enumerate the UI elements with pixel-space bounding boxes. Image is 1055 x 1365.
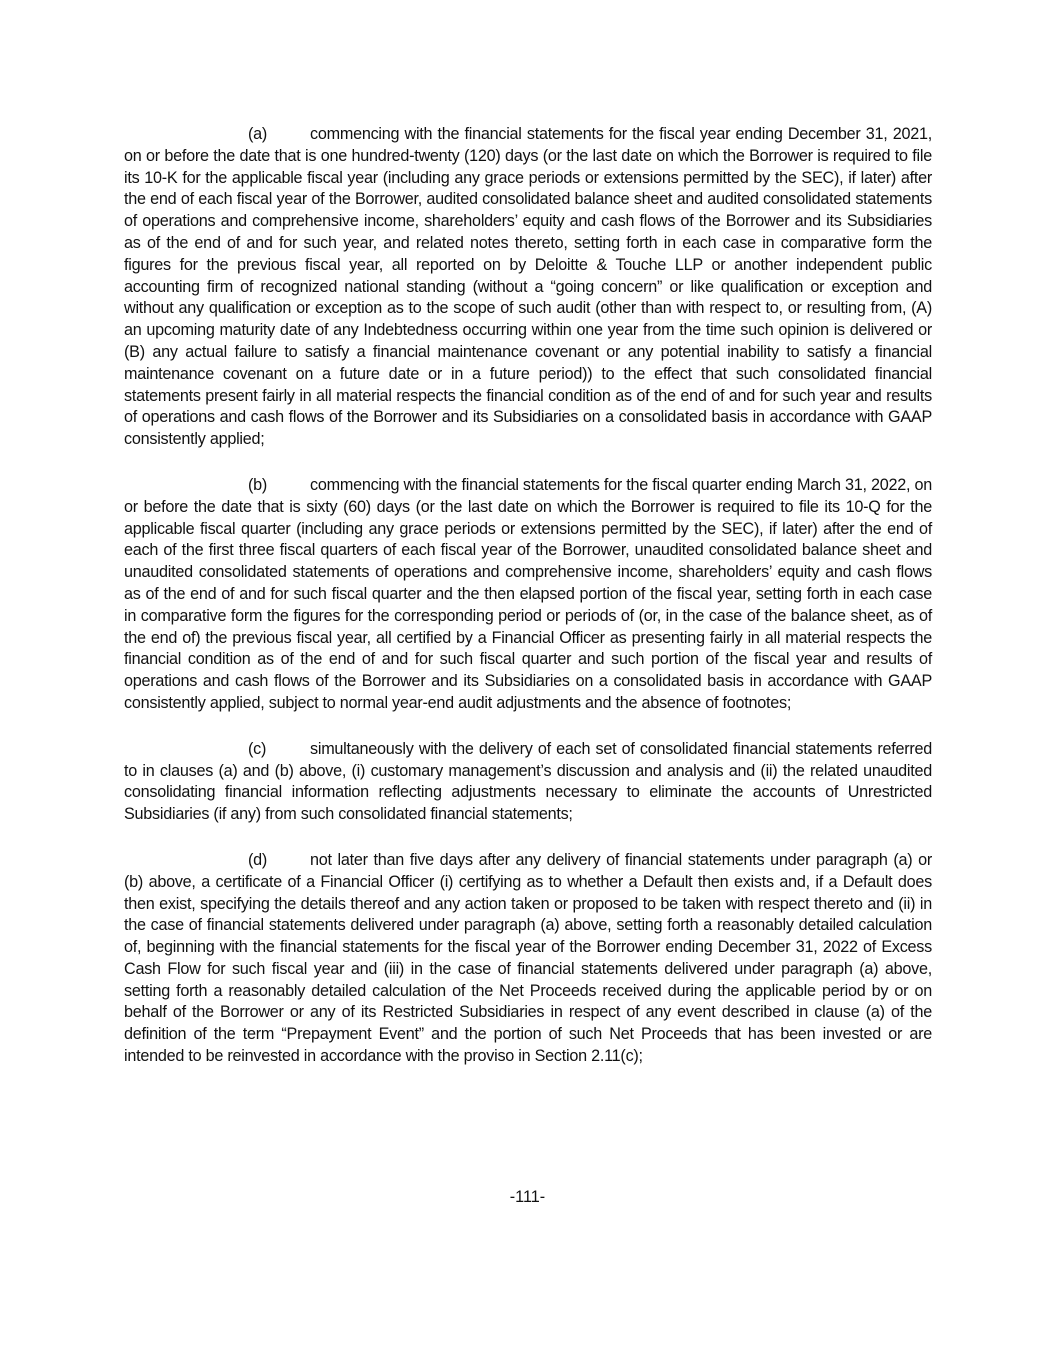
paragraph-label: (b): [248, 475, 268, 494]
document-body: [124, 124, 932, 1092]
paragraph-b: [124, 475, 932, 715]
paragraph-a: [124, 124, 932, 451]
paragraph-d: [124, 850, 932, 1068]
paragraph-text: not later than five days after any delivery of financial statements under paragraph (a) or (b) above, a certificate of a Financial Officer (i) certifying as to whether a Default then exists and, if a Default does then exist, specifying the details thereof and any action taken or proposed to be taken with respect thereto and (ii) in the case of financial statements delivered under paragraph (a) above, setting forth a reasonably detailed calculation of, beginning with the financial statements for the fiscal year of the Borrower ending December 31, 2022 of Excess Cash Flow for such fiscal year and (iii) in the case of financial statements delivered under paragraph (a) above, setting forth a reasonably detailed calculation of the Net Proceeds received during the applicable period by or on behalf of the Borrower or any of its Restricted Subsidiaries in respect of any event described in clause (a) of the definition of the term “Prepayment Event” and the portion of such Net Proceeds that has been invested or are intended to be reinvested in accordance with the proviso in Section 2.11(c);: [124, 850, 932, 1066]
paragraph-c: [124, 739, 932, 826]
paragraph-text: commencing with the financial statements for the fiscal year ending December 31, 2021, on or before the date that is one hundred-twenty (120) days (or the last date on which the Borrower is required to file its 10-K for the applicable fiscal year (including any grace periods or extensions permitted by the SEC), if later) after the end of each fiscal year of the Borrower, audited consolidated balance sheet and audited consolidated statements of operations and comprehensive income, shareholders’ equity and cash flows of the Borrower and its Subsidiaries as of the end of and for such year, and related notes thereto, setting forth in each case in comparative form the figures for the previous fiscal year, all reported on by Deloitte & Touche LLP or another independent public accounting firm of recognized national standing (without a “going concern” or like qualification or exception and without any qualification or exception as to the scope of such audit (other than with respect to, or resulting from, (A) an upcoming maturity date of any Indebtedness occurring within one year from the time such opinion is delivered or (B) any actual failure to satisfy a financial maintenance covenant or any potential inability to satisfy a financial maintenance covenant on a future date or in a future period)) to the effect that such consolidated financial statements present fairly in all material respects the financial condition as of the end of and for such year and results of operations and cash flows of the Borrower and its Subsidiaries on a consolidated basis in accordance with GAAP consistently applied;: [124, 125, 932, 449]
paragraph-text: simultaneously with the delivery of each set of consolidated financial statements referred to in clauses (a) and (b) above, (i) customary management’s discussion and analysis and (ii) the related unaudited consolidating financial information reflecting adjustments necessary to eliminate the accounts of Unrestricted Subsidiaries (if any) from such consolidated financial statements;: [124, 739, 932, 824]
paragraph-label: (a): [248, 125, 268, 143]
paragraph-label: (c): [248, 739, 267, 758]
paragraph-label: (d): [248, 850, 268, 869]
paragraph-text: commencing with the financial statements for the fiscal quarter ending March 31, 2022, on or before the date that is sixty (60) days (or the last date on which the Borrower is required to file its 10-Q for the applicable fiscal quarter (including any grace periods or extensions permitted by the SEC), if later) after the end of each of the first three fiscal quarters of each fiscal year of the Borrower, unaudited consolidated balance sheet and unaudited consolidated statements of operations and comprehensive income, shareholders’ equity and cash flows as of the end of and for such fiscal quarter and the then elapsed portion of the fiscal year, setting forth in each case in comparative form the figures for the corresponding period or periods of (or, in the case of the balance sheet, as of the end of) the previous fiscal year, all certified by a Financial Officer as presenting fairly in all material respects the financial condition as of the end of and for such fiscal quarter and such portion of the fiscal year and results of operations and cash flows of the Borrower and its Subsidiaries on a consolidated basis in accordance with GAAP consistently applied, subject to normal year-end audit adjustments and the absence of footnotes;: [124, 475, 933, 712]
page-number: -111-: [509, 1188, 546, 1206]
